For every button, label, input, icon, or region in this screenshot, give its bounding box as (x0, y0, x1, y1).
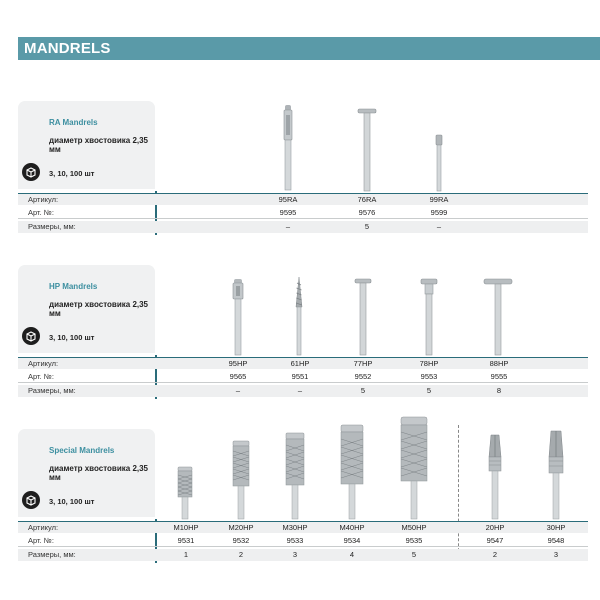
cell-size: – (297, 386, 303, 395)
section-description: диаметр хвостовика 2,35 мм (49, 464, 149, 482)
cell-size: – (436, 222, 442, 231)
table-row-article (18, 521, 588, 533)
cell-art-no: 9533 (286, 536, 304, 545)
mandrel-88hp-image (484, 279, 512, 355)
cell-art-no: 9576 (358, 208, 376, 217)
cell-size: – (235, 386, 241, 395)
cell-art-no: 9547 (486, 536, 504, 545)
cell-article: 88HP (489, 359, 509, 368)
page-title: MANDRELS (18, 37, 600, 60)
cell-art-no: 9555 (490, 372, 508, 381)
row-label: Размеры, мм: (28, 550, 76, 559)
table-row-article (18, 357, 588, 369)
cell-size: 5 (364, 222, 370, 231)
mandrel-m10hp-image (175, 467, 195, 519)
cell-size: – (285, 222, 291, 231)
cell-article: M50HP (401, 523, 427, 532)
mandrel-95hp-image (231, 279, 245, 355)
cell-article: M40HP (339, 523, 365, 532)
table-row-sizes (18, 221, 588, 233)
mandrel-30hp-image (546, 431, 566, 519)
cell-art-no: 9534 (343, 536, 361, 545)
cell-art-no: 9552 (354, 372, 372, 381)
cell-art-no: 9565 (229, 372, 247, 381)
cell-article: 61HP (290, 359, 310, 368)
package-icon (22, 491, 40, 509)
cell-article: 95RA (278, 195, 298, 204)
section-title: Special Mandrels (49, 446, 115, 455)
info-card (18, 101, 155, 189)
section-ra-mandrels (18, 101, 588, 236)
table-row-art-no (18, 535, 588, 547)
mandrel-76ra-image (356, 109, 378, 191)
section-quantity: 3, 10, 100 шт (49, 333, 95, 342)
section-quantity: 3, 10, 100 шт (49, 169, 95, 178)
cell-article: 77HP (353, 359, 373, 368)
cell-article: M10HP (173, 523, 199, 532)
info-card (18, 429, 155, 517)
mandrel-20hp-image (486, 435, 504, 519)
mandrel-77hp-image (354, 279, 372, 355)
table-row-sizes (18, 385, 588, 397)
mandrel-m50hp-image (398, 417, 430, 519)
cell-art-no: 9553 (420, 372, 438, 381)
row-label: Арт. №: (28, 208, 54, 217)
cell-size: 8 (496, 386, 502, 395)
cell-article: M20HP (228, 523, 254, 532)
cell-size: 2 (238, 550, 244, 559)
row-label: Артикул: (28, 359, 59, 368)
cell-size: 1 (183, 550, 189, 559)
cell-article: 99RA (429, 195, 449, 204)
cell-size: 3 (292, 550, 298, 559)
row-label: Арт. №: (28, 372, 54, 381)
table-row-article (18, 193, 588, 205)
cell-size: 4 (349, 550, 355, 559)
row-label: Размеры, мм: (28, 222, 76, 231)
cell-art-no: 9531 (177, 536, 195, 545)
cell-article: 78HP (419, 359, 439, 368)
cell-art-no: 9599 (430, 208, 448, 217)
mandrel-61hp-image (294, 277, 304, 355)
package-icon (22, 163, 40, 181)
table-row-art-no (18, 207, 588, 219)
row-label: Размеры, мм: (28, 386, 76, 395)
table-row-art-no (18, 371, 588, 383)
package-icon (22, 327, 40, 345)
mandrel-m20hp-image (230, 441, 252, 519)
cell-size: 5 (411, 550, 417, 559)
mandrel-m40hp-image (338, 425, 366, 519)
mandrel-95ra-image (280, 105, 296, 191)
mandrel-m30hp-image (283, 433, 307, 519)
row-label: Арт. №: (28, 536, 54, 545)
cell-article: 76RA (357, 195, 377, 204)
cell-size: 2 (492, 550, 498, 559)
cell-art-no: 9532 (232, 536, 250, 545)
section-description: диаметр хвостовика 2,35 мм (49, 300, 149, 318)
section-quantity: 3, 10, 100 шт (49, 497, 95, 506)
cell-article: 20HP (485, 523, 505, 532)
cell-art-no: 9551 (291, 372, 309, 381)
mandrel-78hp-image (420, 279, 438, 355)
cell-art-no: 9548 (547, 536, 565, 545)
cell-article: 30HP (546, 523, 566, 532)
row-label: Артикул: (28, 195, 59, 204)
table-row-sizes (18, 549, 588, 561)
cell-article: 95HP (228, 359, 248, 368)
section-hp-mandrels (18, 265, 588, 400)
row-label: Артикул: (28, 523, 59, 532)
cell-art-no: 9595 (279, 208, 297, 217)
mandrel-99ra-image (434, 135, 444, 191)
section-description: диаметр хвостовика 2,35 мм (49, 136, 149, 154)
cell-size: 5 (360, 386, 366, 395)
cell-size: 5 (426, 386, 432, 395)
cell-article: M30HP (282, 523, 308, 532)
info-card (18, 265, 155, 353)
section-title: RA Mandrels (49, 118, 98, 127)
section-title: HP Mandrels (49, 282, 98, 291)
section-special-mandrels (18, 429, 588, 564)
cell-size: 3 (553, 550, 559, 559)
cell-art-no: 9535 (405, 536, 423, 545)
